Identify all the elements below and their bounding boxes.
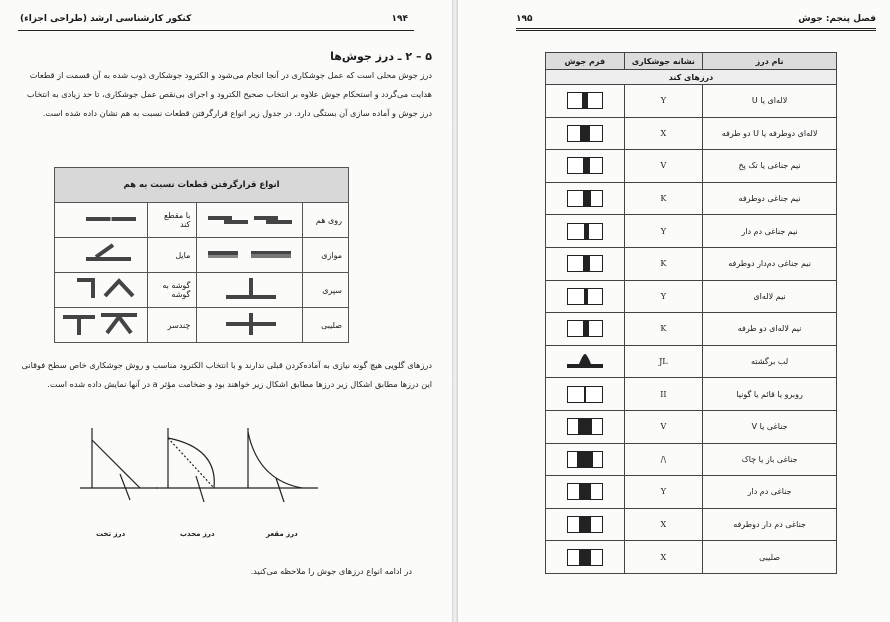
running-title-left: کنکور کارشناسی ارشد (طراحی اجزاء) [20,14,192,24]
section-title: ۵ – ۲ ـ درز جوش‌ها [330,50,432,63]
weld-form-icon [546,215,625,248]
table-row: روی هم با مقطع کند [55,203,349,238]
weld-form-icon [546,313,625,346]
group-header: درزهای کند [546,70,837,85]
table-row: نیم جناغی دم دار Y [546,215,837,248]
table-row: نیم لاله‌ای Y [546,280,837,313]
intro-paragraph: درز جوش محلی است که عمل جوشکاری در آنجا انجام می‌شود و الکترود جوشکاری ذوب شده به آن قسمت از قطعات هدایت می‌گردد و استحکام جوش علاوه بر انتخاب صحیح الکترود و اجرای بی‌نقص عمل جوشکاری، تا حد زیادی به انتخاب درز جوش و آماده سازی آن بستگی دارد. در جدول زیر انواع قرارگرفتن قطعات نسبت به هم نشان داده شده است. [26,70,432,118]
caption-flat: درز تخت [96,530,126,538]
parallel-joint-figure [197,238,303,273]
table-row: لب برگشته JL [546,345,837,378]
table-row: صلیبی چندسر [55,308,349,343]
tee-joint-figure [197,273,303,308]
weld-form-icon [546,150,625,183]
weld-form-icon [546,508,625,541]
right-page [458,0,890,622]
lap-joint-figure [197,203,303,238]
table-row: جناغی باز یا چاک \/ [546,443,837,476]
table-row: جناغی دم دار Y [546,476,837,509]
weld-form-icon [546,541,625,574]
header-rule-right [516,28,876,31]
placement-table-title: انواع قرارگرفتن قطعات نسبت به هم [55,168,349,203]
weld-form-icon [546,85,625,118]
table-row: جناغی دم دار دوطرفه X [546,508,837,541]
weld-form-icon [546,378,625,411]
table-row: لاله‌ای یا U Y [546,85,837,118]
caption-concave: درز مقعر [266,530,298,538]
page-number-left: ۱۹۴ [391,14,408,24]
table-row: نیم جناغی دوطرفه K [546,182,837,215]
fillet-paragraph: درزهای گلویی هیچ گونه نیازی به آماده‌کردن قبلی ندارند و با انتخاب الکترود مناسب و روش جوشکاری خاص سطح فوقانی این درزها مطابق اشکال زیر درزها مطابق اشکال زیر خواهند بود و ضخامت مؤثر a در آنها نمایش داده شده است. [21,360,432,389]
fillet-weld-figures [80,420,330,520]
butt-joint-figure [55,203,148,238]
caption-convex: درز محدب [180,530,215,538]
weld-form-icon [546,443,625,476]
inclined-joint-figure [55,238,148,273]
table-row: نیم جناغی دم‌دار دوطرفه K [546,247,837,280]
corner-joint-figure [55,273,148,308]
page-number-right: ۱۹۵ [516,14,533,24]
table-row: لاله‌ای دوطرفه یا U دو طرفه X [546,117,837,150]
weld-form-icon [546,476,625,509]
closing-paragraph: در ادامه انواع درزهای جوش را ملاحظه می‌کنید. [250,566,412,576]
table-row: نیم جناغی یا تک پخ V [546,150,837,183]
header-rule [18,30,414,31]
flanged-weld-icon [546,345,625,378]
col-symbol-header: نشانه جوشکاری [624,53,703,70]
table-row: نیم لاله‌ای دو طرفه K [546,313,837,346]
weld-form-icon [546,280,625,313]
col-name-header: نام درز [703,53,837,70]
weld-form-icon [546,247,625,280]
weld-form-icon [546,410,625,443]
table-row: سپری گوشه به گوشه [55,273,349,308]
running-title-right: فصل پنجم: جوش [798,14,876,24]
weld-types-table [545,52,837,574]
cross-joint-figure [197,308,303,343]
table-row: صلیبی X [546,541,837,574]
table-row: جناغی یا V V [546,410,837,443]
col-form-header: فرم جوش [546,53,625,70]
table-row: موازی مایل [55,238,349,273]
table-row: روبرو یا قائم یا گونیا II [546,378,837,411]
weld-form-icon [546,117,625,150]
weld-form-icon [546,182,625,215]
multi-joint-figure [55,308,148,343]
placement-table [54,167,349,343]
